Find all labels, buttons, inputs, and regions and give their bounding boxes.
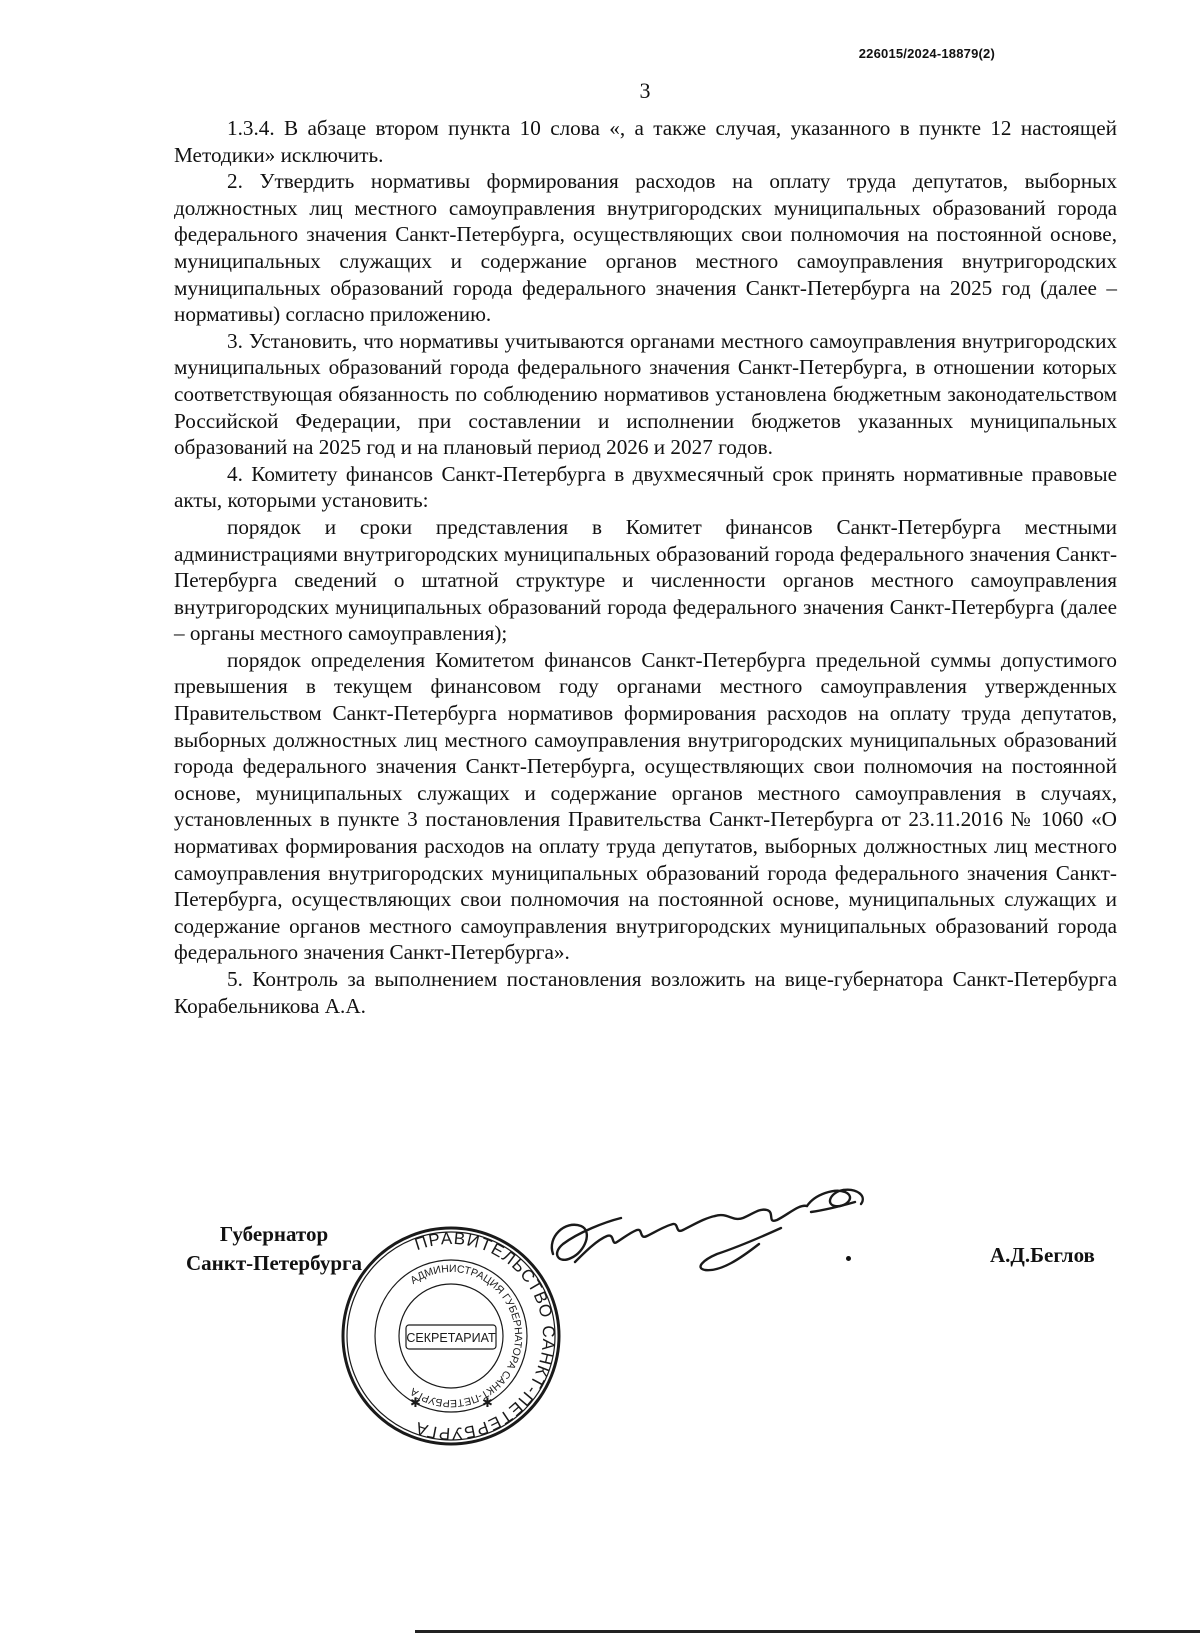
seal-center-text: СЕКРЕТАРИАТ — [406, 1331, 496, 1345]
paragraph-5: 5. Контроль за выполнением постановления возложить на вице-губернатора Санкт-Петербурга Корабельникова А.А. — [174, 967, 1117, 1018]
signatory-position — [174, 1220, 374, 1278]
paragraph-4-item-1: порядок и сроки представления в Комитет финансов Санкт-Петербурга местными администрациями внутригородских муниципальных образований города федерального значения Санкт-Петербурга сведений о штатной структуре и численности органов местного самоуправления внутригородских муниципальных образований города федерального значения Санкт-Петербурга (далее – органы местного самоуправления); — [174, 514, 1117, 646]
svg-text:✱: ✱ — [482, 1396, 493, 1411]
bottom-scan-edge — [415, 1630, 1200, 1633]
svg-text:✱: ✱ — [410, 1396, 421, 1411]
paragraph-4: 4. Комитету финансов Санкт-Петербурга в двухмесячный срок принять нормативные правовые акты, которыми установить: — [174, 461, 1117, 513]
paragraph-4-item-2: порядок определения Комитетом финансов Санкт-Петербурга предельной суммы допустимого превышения в текущем финансовом году органами местного самоуправления утвержденных Правительством Санкт-Петербурга нормативов формирования расходов на оплату труда депутатов, выборных должностных лиц местного самоуправления внутригородских муниципальных образований города федерального значения Санкт-Петербурга, осуществляющих свои полномочия на постоянной основе, муниципальных служащих и содержание органов местного самоуправления в случаях, установленных в пункте 3 постановления Правительства Санкт-Петербурга от 23.11.2016 № 1060 «О нормативах формирования расходов на оплату труда депутатов, выборных должностных лиц местного самоуправления внутригородских муниципальных образований города федерального значения Санкт-Петербурга, осуществляющих свои полномочия на постоянной основе, муниципальных служащих и содержание органов местного самоуправления внутригородских муниципальных образований города федерального значения Санкт-Петербурга». — [174, 647, 1117, 965]
document-number: 226015/2024-18879(2) — [858, 46, 995, 61]
signature-dot — [846, 1256, 851, 1261]
paragraph-1-3-4: 1.3.4. В абзаце втором пункта 10 слова «, а также случая, указанного в пункте 12 настоящей Методики» исключить. — [174, 116, 1117, 167]
document-body — [174, 115, 1117, 1019]
seal-inner-text: АДМИНИСТРАЦИЯ ГУБЕРНАТОРА САНКТ-ПЕТЕРБУРГА — [408, 1262, 525, 1410]
page-number: 3 — [639, 78, 651, 103]
paragraph-3: 3. Установить, что нормативы учитываются органами местного самоуправления внутригородских муниципальных образований города федерального значения Санкт-Петербурга, в отношении которых соответствующая обязанность по соблюдению нормативов установлена бюджетным законодательством Российской Федерации, при составлении и исполнении бюджетов указанных муниципальных образований на 2025 год и на плановый период 2026 и 2027 годов. — [174, 328, 1117, 460]
position-city: Санкт-Петербурга — [185, 1251, 363, 1275]
handwritten-signature — [545, 1182, 885, 1297]
seal-outer-text: ПРАВИТЕЛЬСТВО САНКТ-ПЕТЕРБУРГА — [412, 1228, 559, 1444]
signatory-name: А.Д.Беглов — [990, 1243, 1095, 1267]
paragraph-2: 2. Утвердить нормативы формирования расходов на оплату труда депутатов, выборных должностных лиц местного самоуправления внутригородских муниципальных образований города федерального значения Санкт-Петербурга, осуществляющих свои полномочия на постоянной основе, муниципальных служащих и содержание органов местного самоуправления внутригородских муниципальных образований города федерального значения Санкт-Петербурга на 2025 год (далее – нормативы) согласно приложению. — [174, 169, 1117, 327]
position-title: Губернатор — [219, 1222, 329, 1246]
